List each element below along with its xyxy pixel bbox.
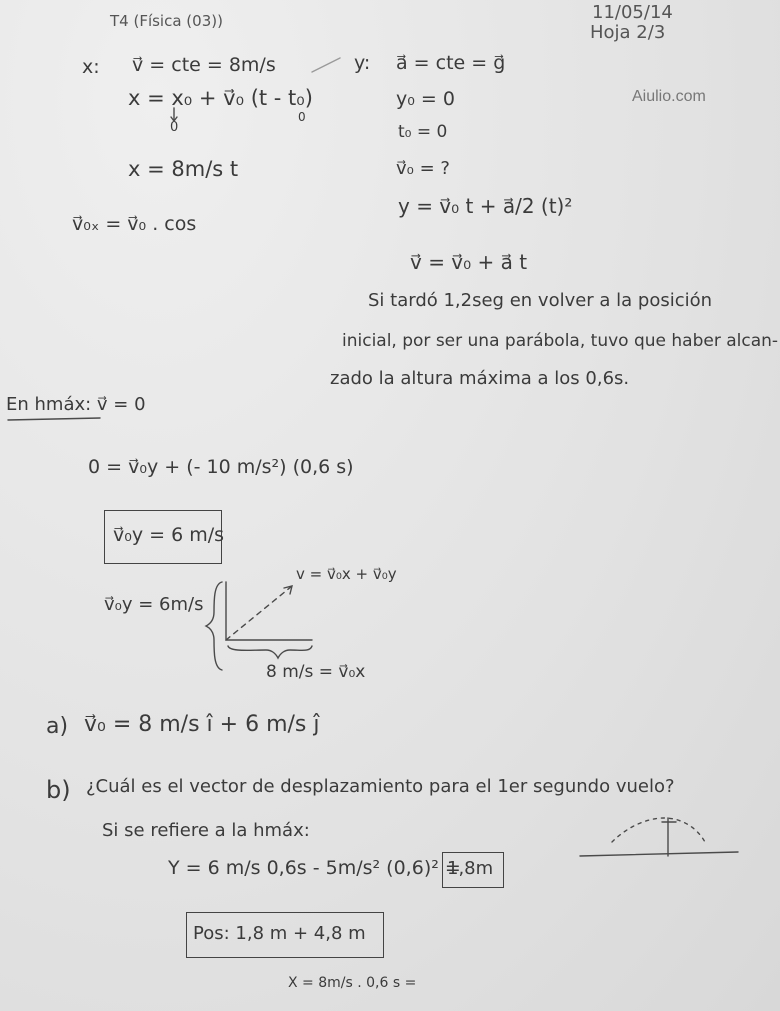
t0-subscript: 0 [298, 110, 306, 124]
part-b-question: ¿Cuál es el vector de desplazamiento para el 1er segundo vuelo? [86, 776, 675, 797]
v0: v⃗₀ = ? [396, 158, 450, 179]
sheet-number: Hoja 2/3 [590, 22, 666, 43]
v-equation: v⃗ = v⃗₀ + a⃗ t [410, 250, 528, 274]
vox-label: 8 m/s = v⃗₀x [266, 662, 366, 682]
vector-label: v = v⃗₀x + v⃗₀y [296, 565, 397, 583]
part-a-label: a) [46, 714, 69, 739]
x-label: x: [82, 56, 100, 78]
hmax-heading: En hmáx: v⃗ = 0 [6, 394, 146, 415]
part-b-label: b) [46, 776, 71, 804]
date: 11/05/14 [592, 2, 673, 23]
position: Pos: 1,8 m + 4,8 m [193, 923, 366, 944]
part-b-hmax-note: Si se refiere a la hmáx: [102, 820, 310, 841]
x-velocity: v⃗ = cte = 8m/s [132, 54, 276, 76]
x-position-equation: x = x₀ + v⃗₀ (t - t₀) [128, 86, 313, 110]
part-b-equation: Y = 6 m/s 0,6s - 5m/s² (0,6)² = [168, 857, 461, 879]
t0: t₀ = 0 [398, 122, 448, 142]
part-a-answer: v⃗₀ = 8 m/s î + 6 m/s ĵ [84, 712, 320, 737]
paragraph-line-1: Si tardó 1,2seg en volver a la posición [368, 290, 713, 311]
part-b-result: 1,8m [447, 858, 494, 879]
vox-equation: v⃗₀ₓ = v⃗₀ . cos [72, 213, 197, 235]
page-title: T4 (Física (03)) [110, 12, 223, 30]
watermark: Aiulio.com [632, 88, 706, 105]
y0: y₀ = 0 [396, 88, 455, 110]
x-result: x = 8m/s t [128, 157, 239, 181]
x-calculation: X = 8m/s . 0,6 s = [288, 975, 417, 991]
y-acceleration: a⃗ = cte = g⃗ [396, 52, 506, 74]
y-equation: y = v⃗₀ t + a⃗/2 (t)² [398, 194, 573, 218]
x0-value: 0 [170, 120, 179, 135]
voy-result: v⃗₀y = 6 m/s [113, 524, 225, 546]
paragraph-line-2: inicial, por ser una parábola, tuvo que haber alcan- [342, 331, 779, 351]
voy-label: v⃗₀y = 6m/s [104, 594, 204, 615]
y-label: y: [354, 52, 371, 74]
hmax-equation: 0 = v⃗₀y + (- 10 m/s²) (0,6 s) [88, 456, 354, 478]
paragraph-line-3: zado la altura máxima a los 0,6s. [330, 368, 630, 389]
